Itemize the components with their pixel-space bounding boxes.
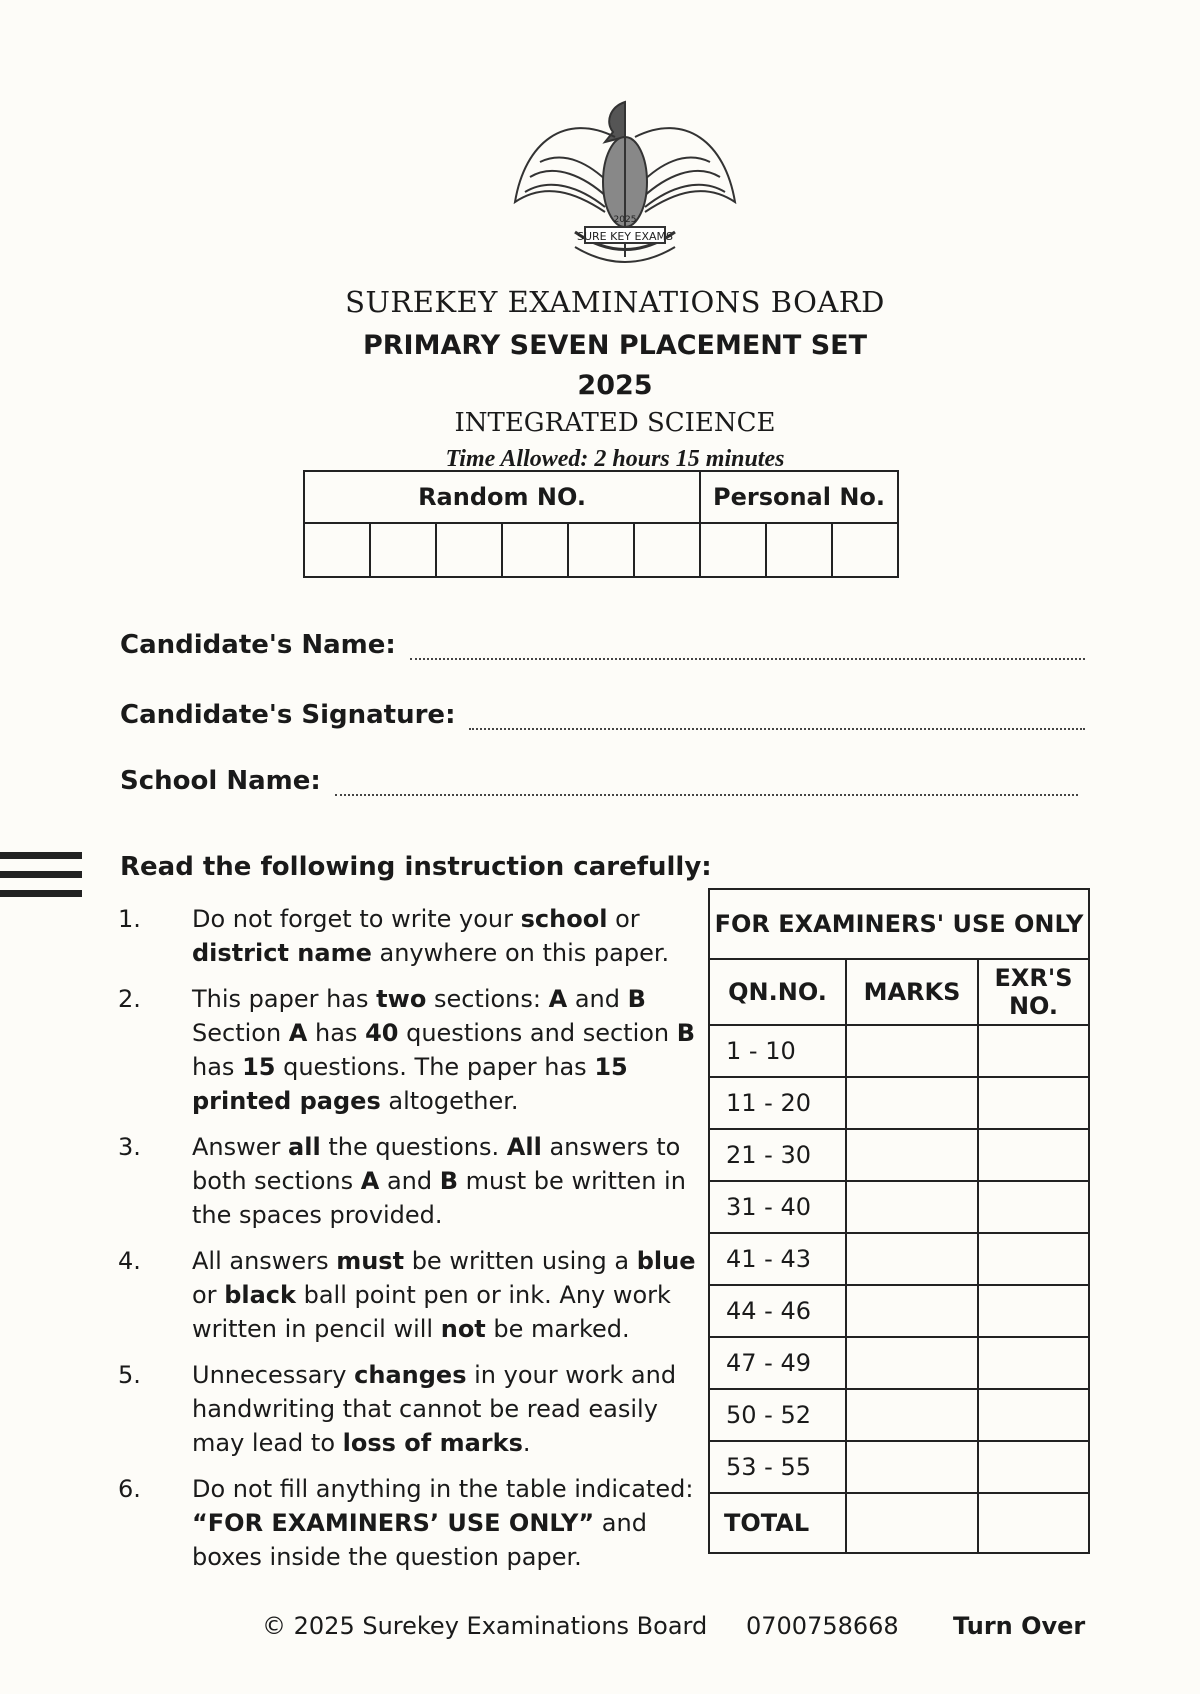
marks-header: MARKS bbox=[846, 959, 978, 1025]
personal-digit-box[interactable] bbox=[700, 523, 766, 577]
instruction-text: This paper has two sections: A and B Section A has 40 questions and section B has 15 questions. The paper has 15 printed pages altogether. bbox=[192, 985, 696, 1115]
instruction-text: Unnecessary changes in your work and handwriting that cannot be read easily may lead to loss of marks. bbox=[192, 1361, 677, 1457]
set-title: PRIMARY SEVEN PLACEMENT SET bbox=[362, 330, 868, 361]
marks-cell bbox=[846, 1337, 978, 1389]
candidate-name-field[interactable] bbox=[120, 630, 1085, 660]
personal-digit-box[interactable] bbox=[832, 523, 898, 577]
instruction-text: Do not fill anything in the table indicated: “FOR EXAMINERS’ USE ONLY” and boxes inside the question paper. bbox=[192, 1475, 694, 1571]
total-label: TOTAL bbox=[709, 1493, 846, 1553]
examiners-table-row bbox=[709, 1389, 1089, 1441]
random-number-label: Random NO. bbox=[304, 471, 700, 523]
exr-no-cell bbox=[978, 1233, 1089, 1285]
examiners-table-row bbox=[709, 1285, 1089, 1337]
random-digit-box[interactable] bbox=[502, 523, 568, 577]
marks-cell bbox=[846, 1285, 978, 1337]
total-exr-cell bbox=[978, 1493, 1089, 1553]
question-range: 47 - 49 bbox=[709, 1337, 846, 1389]
instruction-number: 2. bbox=[118, 985, 141, 1013]
crest-year-text: 2025 bbox=[613, 215, 637, 225]
random-digit-box[interactable] bbox=[436, 523, 502, 577]
marks-cell bbox=[846, 1077, 978, 1129]
examiners-table-row bbox=[709, 1129, 1089, 1181]
qn-no-header: QN.NO. bbox=[709, 959, 846, 1025]
marks-cell bbox=[846, 1441, 978, 1493]
random-digit-box[interactable] bbox=[304, 523, 370, 577]
school-name-line[interactable] bbox=[335, 772, 1078, 796]
examiners-table-row bbox=[709, 1181, 1089, 1233]
examiners-table-row bbox=[709, 1233, 1089, 1285]
instruction-item bbox=[118, 1130, 698, 1232]
question-range: 50 - 52 bbox=[709, 1389, 846, 1441]
eagle-crest-logo bbox=[505, 82, 745, 282]
question-range: 44 - 46 bbox=[709, 1285, 846, 1337]
question-range: 1 - 10 bbox=[709, 1025, 846, 1077]
question-range: 21 - 30 bbox=[709, 1129, 846, 1181]
exr-no-header: EXR'S NO. bbox=[978, 959, 1089, 1025]
board-title: SUREKEY EXAMINATIONS BOARD bbox=[345, 285, 885, 319]
instruction-number: 5. bbox=[118, 1361, 141, 1389]
exr-no-cell bbox=[978, 1025, 1089, 1077]
exr-no-cell bbox=[978, 1181, 1089, 1233]
question-range: 31 - 40 bbox=[709, 1181, 846, 1233]
examiners-table-row bbox=[709, 1337, 1089, 1389]
exr-no-cell bbox=[978, 1129, 1089, 1181]
instruction-number: 6. bbox=[118, 1475, 141, 1503]
marks-cell bbox=[846, 1181, 978, 1233]
instructions-title: Read the following instruction carefully: bbox=[120, 852, 712, 882]
personal-digit-box[interactable] bbox=[766, 523, 832, 577]
turn-over: Turn Over bbox=[953, 1612, 1086, 1640]
marks-cell bbox=[846, 1025, 978, 1077]
phone-number: 0700758668 bbox=[746, 1612, 899, 1640]
random-digit-box[interactable] bbox=[568, 523, 634, 577]
examiners-table-caption: FOR EXAMINERS' USE ONLY bbox=[709, 889, 1089, 959]
school-name-label: School Name: bbox=[120, 766, 321, 796]
instruction-item bbox=[118, 1472, 698, 1574]
personal-number-label: Personal No. bbox=[700, 471, 898, 523]
candidate-number-table bbox=[303, 470, 899, 578]
instruction-item bbox=[118, 982, 698, 1118]
instruction-item bbox=[118, 1358, 698, 1460]
marks-cell bbox=[846, 1389, 978, 1441]
exr-no-cell bbox=[978, 1441, 1089, 1493]
candidate-name-label: Candidate's Name: bbox=[120, 630, 396, 660]
exr-no-cell bbox=[978, 1077, 1089, 1129]
copyright: © 2025 Surekey Examinations Board bbox=[262, 1612, 708, 1640]
exr-no-cell bbox=[978, 1337, 1089, 1389]
exr-no-cell bbox=[978, 1389, 1089, 1441]
instruction-item bbox=[118, 902, 698, 970]
question-range: 11 - 20 bbox=[709, 1077, 846, 1129]
instruction-number: 3. bbox=[118, 1133, 141, 1161]
random-digit-box[interactable] bbox=[634, 523, 700, 577]
instruction-text: Answer all the questions. All answers to both sections A and B must be written in the spaces provided. bbox=[192, 1133, 686, 1229]
year-title: 2025 bbox=[577, 370, 653, 401]
scanner-marks bbox=[0, 852, 82, 909]
candidate-signature-line[interactable] bbox=[469, 706, 1085, 730]
instruction-item bbox=[118, 1244, 698, 1346]
school-name-field[interactable] bbox=[120, 766, 1078, 796]
instruction-number: 1. bbox=[118, 905, 141, 933]
question-range: 53 - 55 bbox=[709, 1441, 846, 1493]
crest-banner-text: SURE KEY EXAMS bbox=[577, 230, 673, 243]
instructions-list bbox=[118, 902, 698, 1586]
candidate-signature-label: Candidate's Signature: bbox=[120, 700, 456, 730]
exr-no-cell bbox=[978, 1285, 1089, 1337]
instruction-text: Do not forget to write your school or district name anywhere on this paper. bbox=[192, 905, 670, 967]
instruction-text: All answers must be written using a blue or black ball point pen or ink. Any work written in pencil will not be marked. bbox=[192, 1247, 696, 1343]
examiners-table-row bbox=[709, 1441, 1089, 1493]
examiners-use-table bbox=[708, 888, 1090, 1554]
subject-title: INTEGRATED SCIENCE bbox=[454, 408, 776, 438]
candidate-name-line[interactable] bbox=[410, 636, 1085, 660]
question-range: 41 - 43 bbox=[709, 1233, 846, 1285]
marks-cell bbox=[846, 1233, 978, 1285]
random-digit-box[interactable] bbox=[370, 523, 436, 577]
time-allowed: Time Allowed: 2 hours 15 minutes bbox=[445, 446, 785, 472]
candidate-signature-field[interactable] bbox=[120, 700, 1085, 730]
marks-cell bbox=[846, 1129, 978, 1181]
total-marks-cell bbox=[846, 1493, 978, 1553]
instruction-number: 4. bbox=[118, 1247, 141, 1275]
examiners-table-row bbox=[709, 1025, 1089, 1077]
examiners-table-row bbox=[709, 1077, 1089, 1129]
